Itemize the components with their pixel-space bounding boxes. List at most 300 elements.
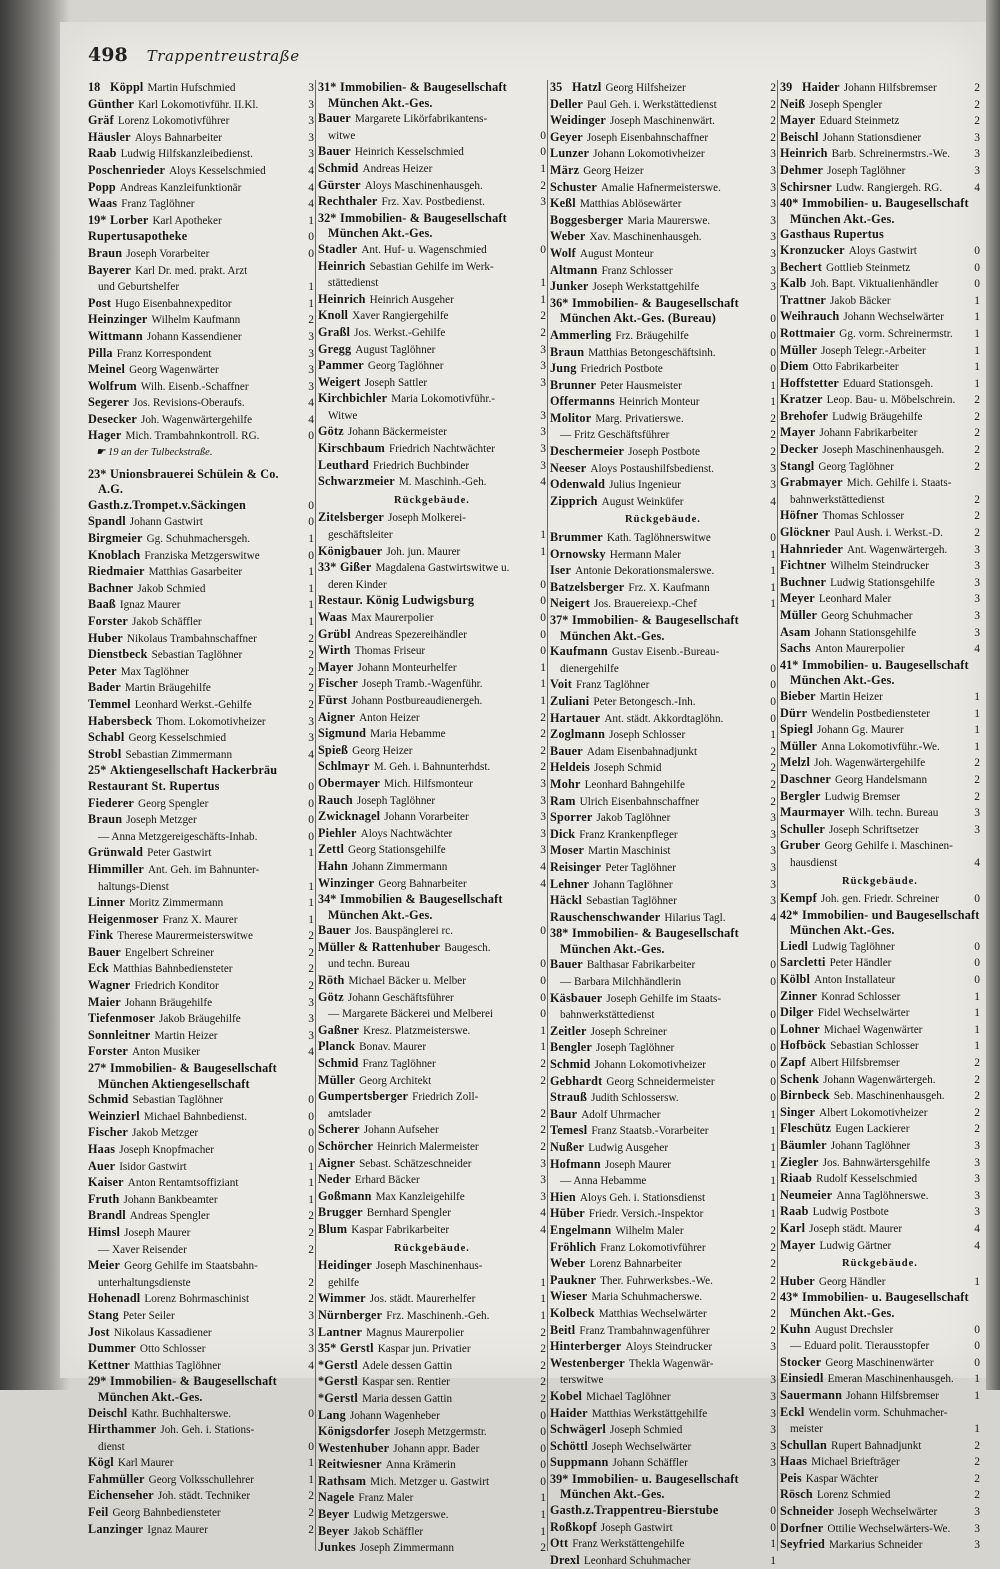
surname: Graßl bbox=[318, 324, 351, 339]
surname: Hofböck bbox=[780, 1038, 827, 1053]
floor-number: 3 bbox=[974, 164, 980, 177]
continuation-text: bahnwerkstättedienst bbox=[790, 493, 885, 506]
floor-number: 0 bbox=[974, 1356, 980, 1369]
entry-text bbox=[318, 1408, 534, 1425]
occupation: Martin Heizer bbox=[154, 1029, 218, 1042]
floor-number: 2 bbox=[540, 179, 546, 192]
occupation: Matthias Gasarbeiter bbox=[148, 566, 243, 579]
surname: Hien bbox=[550, 1189, 576, 1204]
occupation: Wilh. Eisenb.-Schaffner bbox=[140, 380, 249, 393]
directory-entry bbox=[88, 1488, 314, 1505]
entry-text bbox=[780, 97, 968, 114]
surname: Grübl bbox=[318, 626, 351, 641]
occupation: Eugen Lackierer bbox=[835, 1123, 910, 1136]
occupation: Ludwig Metzgerswe. bbox=[353, 1509, 449, 1522]
continuation-text: München Akt.-Ges. bbox=[560, 628, 665, 643]
entry-text bbox=[550, 1140, 764, 1157]
directory-entry bbox=[318, 96, 546, 112]
directory-entry bbox=[318, 178, 546, 195]
surname: Geyer bbox=[550, 129, 583, 144]
occupation: Markarius Schneider bbox=[828, 1539, 923, 1552]
entry-text bbox=[780, 641, 968, 658]
directory-entry bbox=[780, 1537, 980, 1554]
entry-text bbox=[780, 276, 968, 293]
floor-number: 3 bbox=[770, 845, 776, 858]
directory-entry bbox=[780, 1438, 980, 1455]
floor-number: 0 bbox=[770, 662, 776, 675]
floor-number: 2 bbox=[974, 1123, 980, 1136]
floor-number: 1 bbox=[974, 294, 980, 307]
entry-text bbox=[780, 822, 968, 839]
occupation: Johann Stationsdiener bbox=[822, 131, 922, 144]
surname: Brunner bbox=[550, 377, 597, 392]
surname: Hohenadl bbox=[88, 1291, 141, 1306]
entry-text bbox=[88, 1488, 302, 1505]
directory-entry bbox=[550, 629, 776, 645]
surname: Lantner bbox=[318, 1324, 363, 1339]
directory-entry bbox=[318, 908, 546, 924]
continuation-text: München Akt.-Ges. bbox=[328, 95, 433, 110]
surname: Lohner bbox=[780, 1021, 820, 1036]
directory-entry bbox=[318, 527, 546, 544]
occupation: Jakob Schmied bbox=[137, 582, 206, 595]
entry-text bbox=[550, 1422, 764, 1439]
directory-entry bbox=[550, 1107, 776, 1124]
floor-number: 2 bbox=[540, 1074, 546, 1087]
directory-entry bbox=[550, 1406, 776, 1423]
entry-text bbox=[550, 810, 764, 827]
entry-text bbox=[550, 97, 764, 114]
occupation: Eduard Stationsgeh. bbox=[843, 377, 934, 390]
entry-text bbox=[780, 392, 968, 409]
floor-number: 0 bbox=[308, 231, 314, 244]
surname: Fruth bbox=[88, 1191, 120, 1206]
occupation: Anton Maurerpolier bbox=[814, 643, 905, 656]
directory-entry bbox=[318, 1490, 546, 1507]
directory-entry bbox=[780, 1274, 980, 1291]
occupation: Bonav. Maurer bbox=[359, 1041, 427, 1054]
floor-number: 1 bbox=[308, 897, 314, 910]
occupation: Georg Bahnarbeiter bbox=[378, 877, 467, 890]
floor-number: 3 bbox=[770, 281, 776, 294]
surname: Fink bbox=[88, 928, 114, 943]
directory-entry bbox=[88, 747, 314, 764]
floor-number: 0 bbox=[540, 612, 546, 624]
surname: Roßkopf bbox=[550, 1519, 597, 1534]
entry-text bbox=[318, 128, 534, 145]
occupation: Leonhard Schuhmacher bbox=[583, 1554, 691, 1567]
directory-entry bbox=[318, 1457, 546, 1474]
surname: Müller & Rattenhuber bbox=[318, 939, 441, 954]
surname: Immobilien- & Baugesellschaft bbox=[572, 613, 739, 627]
entry-text bbox=[88, 779, 302, 795]
entry-text bbox=[88, 995, 302, 1012]
surname: Temmel bbox=[88, 696, 131, 711]
surname: Junkes bbox=[318, 1540, 356, 1555]
floor-number: 1 bbox=[770, 598, 776, 611]
floor-number: 1 bbox=[540, 1509, 546, 1522]
floor-number: 3 bbox=[308, 1013, 314, 1026]
directory-entry bbox=[780, 113, 980, 130]
surname: Braun bbox=[88, 812, 123, 827]
occupation: Jakob Bräugehilfe bbox=[158, 1013, 241, 1026]
occupation: Martin Heizer bbox=[819, 690, 883, 703]
entry-text bbox=[318, 1275, 534, 1292]
occupation: Franz X. Maurer bbox=[162, 913, 238, 926]
surname: Haas bbox=[780, 1454, 808, 1469]
surname: Peter bbox=[88, 663, 117, 678]
entry-text bbox=[780, 625, 968, 642]
entry-text bbox=[318, 1023, 534, 1040]
directory-entry bbox=[88, 1258, 314, 1275]
entry-text bbox=[88, 680, 302, 697]
surname: Himmiller bbox=[88, 861, 144, 876]
surname: Kuhn bbox=[780, 1321, 811, 1336]
surname: Köppl bbox=[110, 80, 144, 94]
directory-entry bbox=[550, 661, 776, 678]
surname: Neumeier bbox=[780, 1187, 833, 1202]
occupation: Aloys Nachtwächter bbox=[360, 827, 453, 840]
surname: Kempf bbox=[780, 891, 817, 906]
surname: Eckl bbox=[780, 1404, 805, 1419]
continuation-text: — Xaver Reisender bbox=[98, 1243, 187, 1256]
directory-entry bbox=[780, 558, 980, 575]
floor-number: 2 bbox=[308, 632, 314, 645]
occupation: Johann Vorarbeiter bbox=[384, 811, 469, 824]
surname: Bengler bbox=[550, 1040, 593, 1055]
directory-entry bbox=[550, 1520, 776, 1537]
floor-number: 0 bbox=[540, 1459, 546, 1472]
occupation: Joseph Schmied bbox=[609, 1424, 683, 1437]
surname: Haider bbox=[550, 1405, 588, 1420]
entry-text bbox=[318, 908, 534, 924]
surname: Günther bbox=[88, 96, 135, 111]
directory-entry bbox=[780, 425, 980, 442]
floor-number: 2 bbox=[770, 412, 776, 425]
occupation: Franz Staatsb.-Vorarbeiter bbox=[591, 1125, 709, 1138]
floor-number: 3 bbox=[540, 409, 546, 422]
entry-text bbox=[550, 1372, 764, 1389]
surname: Meyer bbox=[780, 591, 815, 606]
continuation-text: stättedienst bbox=[328, 277, 379, 290]
directory-entry bbox=[550, 860, 776, 877]
occupation: Amalie Hafnermeisterswe. bbox=[600, 181, 721, 194]
entry-text bbox=[780, 608, 968, 625]
floor-number: 1 bbox=[770, 379, 776, 392]
floor-number: 0 bbox=[540, 578, 546, 591]
entry-text bbox=[318, 259, 534, 276]
entry-text bbox=[550, 1536, 764, 1553]
floor-number: 2 bbox=[770, 131, 776, 144]
entry-text bbox=[780, 1204, 968, 1221]
occupation: Ludwig Bremser bbox=[824, 790, 901, 803]
occupation: Matthias Betongeschäftsinh. bbox=[588, 346, 716, 359]
floor-number: 1 bbox=[308, 847, 314, 860]
entry-text bbox=[318, 876, 534, 893]
surname: Birnbeck bbox=[780, 1088, 830, 1103]
surname: Neiß bbox=[780, 96, 806, 111]
entry-text bbox=[550, 494, 764, 511]
surname: Himsl bbox=[88, 1224, 121, 1239]
entry-text bbox=[318, 375, 534, 392]
entry-text bbox=[88, 1455, 302, 1472]
floor-number: 1 bbox=[308, 1473, 314, 1486]
surname: Mayer bbox=[780, 1237, 816, 1252]
floor-number: 3 bbox=[308, 347, 314, 360]
directory-entry bbox=[318, 128, 546, 145]
floor-number: 1 bbox=[308, 1160, 314, 1173]
surname: Mohr bbox=[550, 776, 581, 791]
cross-reference-note: ☛ 19 an der Tulbeckstraße. bbox=[96, 447, 213, 459]
entry-text bbox=[780, 1238, 968, 1255]
occupation: Aloys Gastwirt bbox=[848, 244, 917, 257]
directory-entry bbox=[550, 1487, 776, 1503]
surname: Kaufmann bbox=[550, 644, 608, 659]
occupation: Jos. Bahnwärtersgehilfe bbox=[822, 1156, 931, 1169]
directory-entry bbox=[550, 1090, 776, 1107]
entry-text bbox=[550, 563, 764, 580]
directory-entry bbox=[550, 213, 776, 230]
surname: Hahnrieder bbox=[780, 541, 843, 556]
entry-text bbox=[318, 275, 534, 292]
entry-text bbox=[318, 1291, 534, 1308]
directory-entry bbox=[550, 530, 776, 547]
floor-number: 3 bbox=[770, 1457, 776, 1470]
floor-number: 1 bbox=[308, 533, 314, 546]
directory-entry bbox=[780, 492, 980, 509]
occupation: Wilhelm Steindrucker bbox=[830, 560, 929, 573]
entry-text bbox=[550, 444, 764, 461]
occupation: Kaspar jun. Privatier bbox=[377, 1343, 471, 1356]
surname: Westenberger bbox=[550, 1355, 625, 1370]
directory-column-4 bbox=[780, 80, 980, 1553]
surname: Wittmann bbox=[88, 328, 143, 343]
directory-entry bbox=[550, 229, 776, 246]
surname: Weber bbox=[550, 229, 586, 244]
surname: Zinner bbox=[780, 988, 818, 1003]
surname: Wimmer bbox=[318, 1291, 366, 1306]
entry-text bbox=[318, 292, 534, 309]
entry-text bbox=[88, 146, 302, 163]
floor-number: 4 bbox=[308, 748, 314, 761]
surname: Sachs bbox=[780, 641, 811, 656]
section-heading: Rückgebäude. bbox=[842, 1258, 918, 1270]
floor-number: 2 bbox=[974, 510, 980, 523]
directory-entry bbox=[88, 829, 314, 846]
directory-entry bbox=[780, 293, 980, 310]
directory-entry bbox=[88, 1374, 314, 1390]
occupation: Wilhelm Maler bbox=[615, 1224, 684, 1237]
directory-entry bbox=[318, 759, 546, 776]
occupation: Georg Gehilfe i. Maschinen- bbox=[824, 840, 953, 853]
floor-number: 0 bbox=[974, 940, 980, 953]
surname: Stang bbox=[88, 1307, 119, 1322]
entry-text bbox=[780, 243, 968, 260]
entry-text bbox=[780, 739, 968, 756]
occupation: Johann Fabrikarbeiter bbox=[819, 427, 918, 440]
entry-text bbox=[318, 940, 534, 957]
entry-text bbox=[88, 978, 302, 995]
occupation: Sebastian Taglöhner bbox=[151, 649, 243, 662]
occupation: Johann Schäffler bbox=[612, 1457, 688, 1470]
directory-entry bbox=[550, 1389, 776, 1406]
directory-entry bbox=[550, 760, 776, 777]
entry-text bbox=[318, 458, 534, 475]
directory-entry bbox=[88, 362, 314, 379]
directory-entry bbox=[550, 677, 776, 694]
continuation-text: — Anna Hebamme bbox=[560, 1175, 647, 1188]
continuation-text: München Akt.-Ges. bbox=[790, 673, 895, 688]
occupation: Matthias Wechselwärter bbox=[598, 1307, 707, 1320]
entry-text bbox=[550, 427, 764, 444]
surname: Voit bbox=[550, 677, 573, 692]
entry-text bbox=[550, 547, 764, 564]
entry-text bbox=[110, 213, 302, 230]
surname: Altmann bbox=[550, 262, 598, 277]
floor-number: 0 bbox=[308, 1440, 314, 1453]
occupation: Peter Hausmeister bbox=[600, 379, 682, 392]
directory-entry bbox=[780, 392, 980, 409]
surname: Iser bbox=[550, 563, 572, 578]
floor-number: 1 bbox=[974, 1275, 980, 1288]
directory-entry bbox=[318, 940, 546, 957]
surname: Gasthaus Rupertus bbox=[780, 227, 884, 242]
entry-text bbox=[318, 1156, 534, 1173]
floor-number: 3 bbox=[974, 807, 980, 820]
surname: Kalb bbox=[780, 276, 807, 291]
entry-text bbox=[318, 1325, 534, 1342]
occupation: Ludwig Taglöhner bbox=[812, 940, 895, 953]
occupation: Julius Ingenieur bbox=[609, 479, 681, 492]
directory-entry bbox=[88, 1341, 314, 1358]
entry-text bbox=[88, 1341, 302, 1358]
surname: Diem bbox=[780, 359, 809, 374]
floor-number: 0 bbox=[540, 628, 546, 641]
entry-text bbox=[572, 613, 764, 629]
floor-number: 3 bbox=[308, 1343, 314, 1356]
entry-text bbox=[318, 1308, 534, 1325]
floor-number: 1 bbox=[540, 529, 546, 542]
directory-entry bbox=[780, 508, 980, 525]
surname: Götz bbox=[318, 424, 344, 439]
surname: Wolf bbox=[550, 245, 576, 260]
directory-entry bbox=[780, 955, 980, 972]
occupation: Johann Wagenwärtergeh. bbox=[823, 1073, 936, 1086]
house-number: 36* bbox=[550, 295, 569, 310]
entry-text bbox=[780, 923, 968, 939]
occupation: Fidel Wechselwärter bbox=[817, 1007, 910, 1020]
occupation: Johann Lokomotivheizer bbox=[593, 148, 705, 161]
directory-entry bbox=[780, 1221, 980, 1238]
entry-text bbox=[572, 926, 764, 942]
entry-text bbox=[550, 163, 764, 180]
floor-number: 3 bbox=[770, 198, 776, 211]
surname: Kettner bbox=[88, 1357, 131, 1372]
entry-text bbox=[318, 1122, 534, 1139]
entry-text bbox=[88, 1390, 302, 1406]
occupation: Joh. Bapt. Viktualienhändler bbox=[810, 278, 939, 291]
entry-text bbox=[88, 97, 302, 114]
directory-entry bbox=[780, 243, 980, 260]
surname: Sigmund bbox=[318, 726, 367, 741]
entry-text bbox=[88, 1109, 302, 1126]
entry-text bbox=[88, 180, 302, 197]
surname: Spandl bbox=[88, 514, 126, 529]
occupation: Martin Bräugehilfe bbox=[124, 682, 211, 695]
floor-number: 0 bbox=[308, 1407, 314, 1420]
floor-number: 4 bbox=[974, 181, 980, 194]
directory-entry bbox=[318, 1039, 546, 1056]
directory-entry bbox=[88, 895, 314, 912]
directory-entry bbox=[318, 408, 546, 425]
surname: Peis bbox=[780, 1470, 802, 1485]
floor-number: 3 bbox=[308, 1309, 314, 1322]
directory-entry bbox=[318, 1222, 546, 1239]
floor-number: 0 bbox=[770, 1042, 776, 1055]
floor-number: 1 bbox=[770, 1142, 776, 1154]
surname: Häusler bbox=[88, 129, 131, 144]
occupation: Johann Bräugehilfe bbox=[124, 996, 213, 1009]
directory-entry bbox=[88, 329, 314, 346]
occupation: Georg Schneidermeister bbox=[606, 1075, 715, 1088]
entry-text bbox=[550, 1439, 764, 1456]
surname: Dürr bbox=[780, 705, 808, 720]
surname: Keßl bbox=[550, 196, 576, 211]
occupation: Franziska Metzgerswitwe bbox=[144, 549, 260, 562]
floor-number: 1 bbox=[974, 1007, 980, 1020]
entry-text bbox=[88, 279, 302, 296]
entry-text bbox=[88, 581, 302, 598]
floor-number: 3 bbox=[770, 812, 776, 825]
continuation-text: München Akt.-Ges. bbox=[790, 1305, 895, 1320]
directory-entry bbox=[88, 296, 314, 313]
entry-text bbox=[318, 710, 534, 727]
surname: Zwicknagel bbox=[318, 809, 381, 824]
entry-text bbox=[318, 1205, 534, 1222]
surname: Gumpertsberger bbox=[318, 1089, 409, 1104]
surname: Zitelsberger bbox=[318, 510, 385, 525]
directory-entry bbox=[550, 477, 776, 494]
section-heading: Rückgebäude. bbox=[625, 514, 701, 526]
surname: Restaurant St. Rupertus bbox=[88, 778, 220, 793]
floor-number: 3 bbox=[770, 231, 776, 244]
entry-text bbox=[780, 1105, 968, 1122]
directory-entry bbox=[550, 1057, 776, 1074]
entry-text bbox=[88, 714, 302, 731]
directory-entry bbox=[780, 1471, 980, 1488]
surname: Bayerer bbox=[88, 262, 132, 277]
floor-number: 4 bbox=[974, 1239, 980, 1252]
directory-entry bbox=[550, 1206, 776, 1223]
occupation: Martin Maschinist bbox=[588, 845, 671, 858]
surname: Aktiengesellschaft Hackerbräu bbox=[110, 763, 278, 778]
floor-number: 0 bbox=[308, 430, 314, 443]
directory-entry bbox=[780, 1487, 980, 1504]
occupation: Johann Stationsgehilfe bbox=[814, 626, 917, 639]
surname: Poschenrieder bbox=[88, 162, 166, 177]
directory-entry bbox=[550, 80, 776, 97]
surname: Bauer bbox=[88, 944, 121, 959]
surname: Beyer bbox=[318, 1507, 350, 1522]
surname: Lehner bbox=[550, 876, 590, 891]
surname: Schörcher bbox=[318, 1139, 374, 1153]
occupation: Emeran Maschinenhausgeh. bbox=[827, 1373, 954, 1386]
surname: Aigner bbox=[318, 1155, 356, 1170]
directory-entry bbox=[780, 212, 980, 228]
floor-number: 3 bbox=[974, 131, 980, 144]
occupation: Nikolaus Trambahnschaffner bbox=[126, 632, 257, 645]
occupation: Ant. städt. Akkordtaglöhn. bbox=[604, 712, 724, 725]
